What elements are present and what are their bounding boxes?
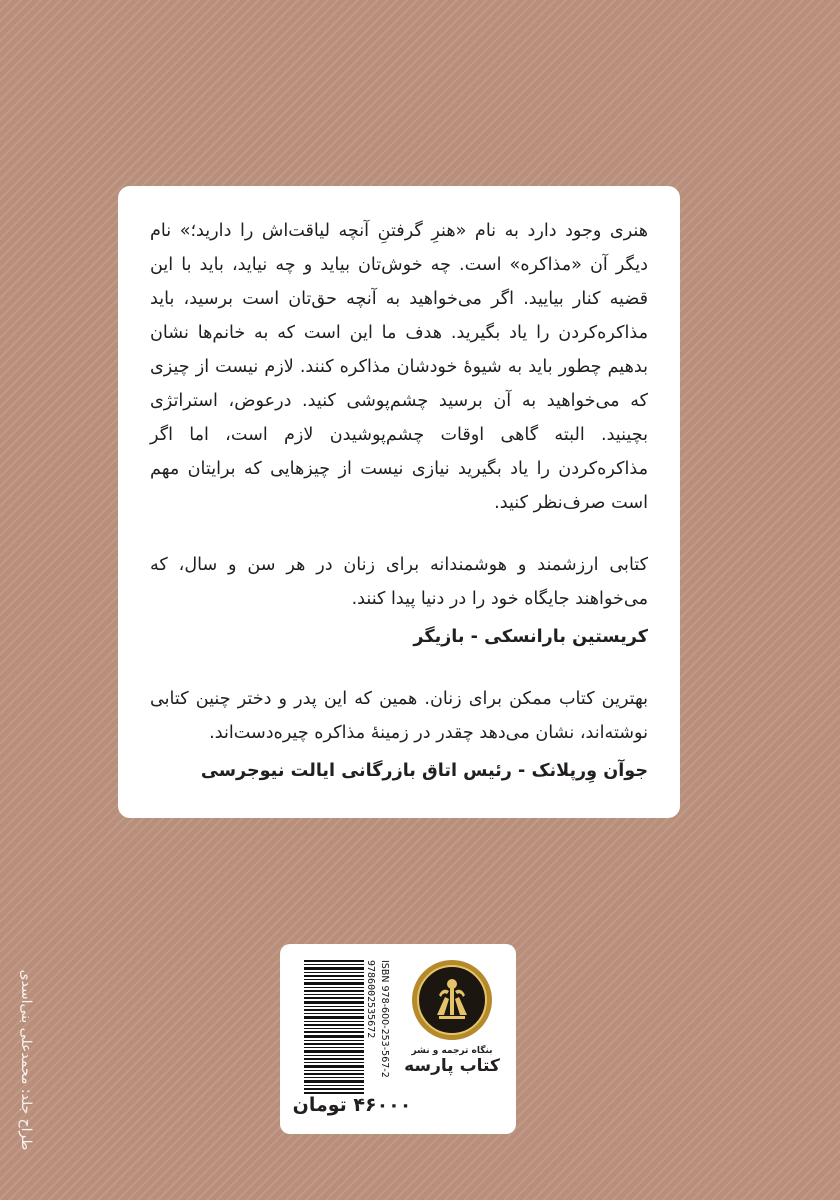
barcode-digits: 9786002535672 xyxy=(365,960,376,1039)
back-cover-text-panel xyxy=(118,186,680,818)
endorsement-quote-2: بهترین کتاب ممکن برای زنان. همین که این پدر و دختر چنین کتابی نوشته‌اند، نشان می‌دهد چقدر در زمینهٔ مذاکره چیره‌دست‌اند. xyxy=(150,689,648,743)
publisher-logo xyxy=(402,960,502,1080)
blurb-paragraph: هنری وجود دارد به نام «هنرِ گرفتنِ آنچه لیاقت‌اش را دارید؛» نام دیگر آن «مذاکره» است. چه خوش‌تان بیاید و چه نیاید، باید با این قضیه کنار بیایید. اگر می‌خواهید به آنچه حق‌تان است برسید، باید مذاکره‌کردن را یاد بگیرید. هدف ما این است که به خانم‌ها نشان بدهیم چطور باید به شیوهٔ خودشان مذاکره کنند. لازم نیست از چیزی که می‌خواهید به آن برسید چشم‌پوشی کنید. درعوض، استراتژی بچینید. البته گاهی اوقات چشم‌پوشیدن لازم است، اما اگر مذاکره‌کردن را یاد بگیرید نیازی نیست از چیزهایی که برایتان مهم است صرف‌نظر کنید. xyxy=(150,221,648,513)
cover-designer-credit: طراح جلد: محمدعلی بنی‌اسدی xyxy=(18,969,34,1151)
spacer xyxy=(150,654,648,682)
isbn-barcode xyxy=(300,958,394,1098)
barcode-graphic xyxy=(300,958,394,1098)
isbn-label: ISBN 978-600-253-567-2 xyxy=(379,960,390,1078)
spacer xyxy=(150,520,648,548)
price-label: ۴۶۰۰۰ تومان xyxy=(292,1094,412,1116)
publisher-name: کتاب پارسه xyxy=(404,1056,500,1076)
endorsement-quote-1: کتابی ارزشمند و هوشمندانه برای زنان در هر سن و سال، که می‌خواهند جایگاه خود را در دنیا پیدا کنند. xyxy=(150,555,648,609)
publisher-emblem-icon xyxy=(412,960,492,1040)
endorsement-author-2: جوآن وِرپلانک - رئیس اتاق بازرگانی ایالت نیوجرسی xyxy=(200,761,648,781)
endorsement-author-1: کریستین بارانسکی - بازیگر xyxy=(413,627,648,647)
publisher-subtitle: بنگاه ترجمه و نشر xyxy=(411,1046,493,1056)
publisher-barcode-box xyxy=(280,944,516,1134)
